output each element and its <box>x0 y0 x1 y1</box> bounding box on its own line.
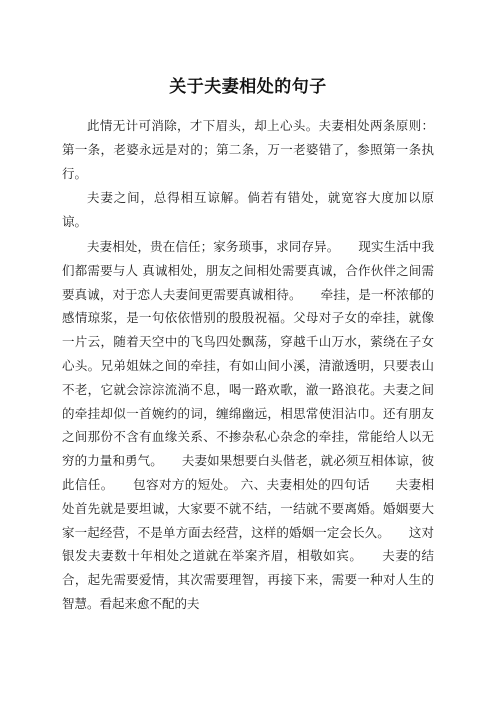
document-title: 关于夫妻相处的句子 <box>169 77 327 97</box>
paragraph: 夫妻相处，贵在信任；家务琐事，求同存异。 现实生活中我们都需要与人 真诚相处，朋友之间相处需要真诚，合作伙伴之间需要真诚，对于恋人夫妻间更需要真诚相待。 牵挂，是一杯浓郁的感情琼浆，是一句依依惜别的殷殷祝福。父母对子女的牵挂，就像一片云，随着天空中的飞鸟四处飘荡，穿越千山万水，萦绕在子女心头。兄弟姐妹之间的牵挂，有如山间小溪，清澈透明，只要表山不老，它就会淙淙流淌不息，喝一路欢歌，澈一路浪花。夫妻之间的牵挂却似一首婉约的词，缠绵幽远，相思常使泪沾巾。还有朋友之间那份不含有血缘关系、不掺杂私心杂念的牵挂，常能给人以无穷的力量和勇气。 夫妻如果想要白头偕老，就必须互相体谅，彼此信任。 包容对方的短处。 六、夫妻相处的四句话 夫妻相处首先就是要坦诚，大家要不就不结，一结就不要离婚。婚姻要大家一起经营，不是单方面去经营，这样的婚姻一定会长久。 这对银发夫妻数十年相处之道就在举案齐眉，相敬如宾。 夫妻的结合，起先需要爱情，其次需要理智，再接下来，需要一种对人生的智慧。看起来愈不配的夫 <box>62 238 434 611</box>
document-body <box>62 114 434 616</box>
paragraph: 此情无计可消除，才下眉头，却上心头。夫妻相处两条原则：第一条，老婆永远是对的；第二条，万一老婆错了，参照第一条执行。 <box>62 118 434 181</box>
paragraph: 夫妻之间，总得相互谅解。倘若有错处，就宽容大度加以原谅。 <box>62 190 434 230</box>
